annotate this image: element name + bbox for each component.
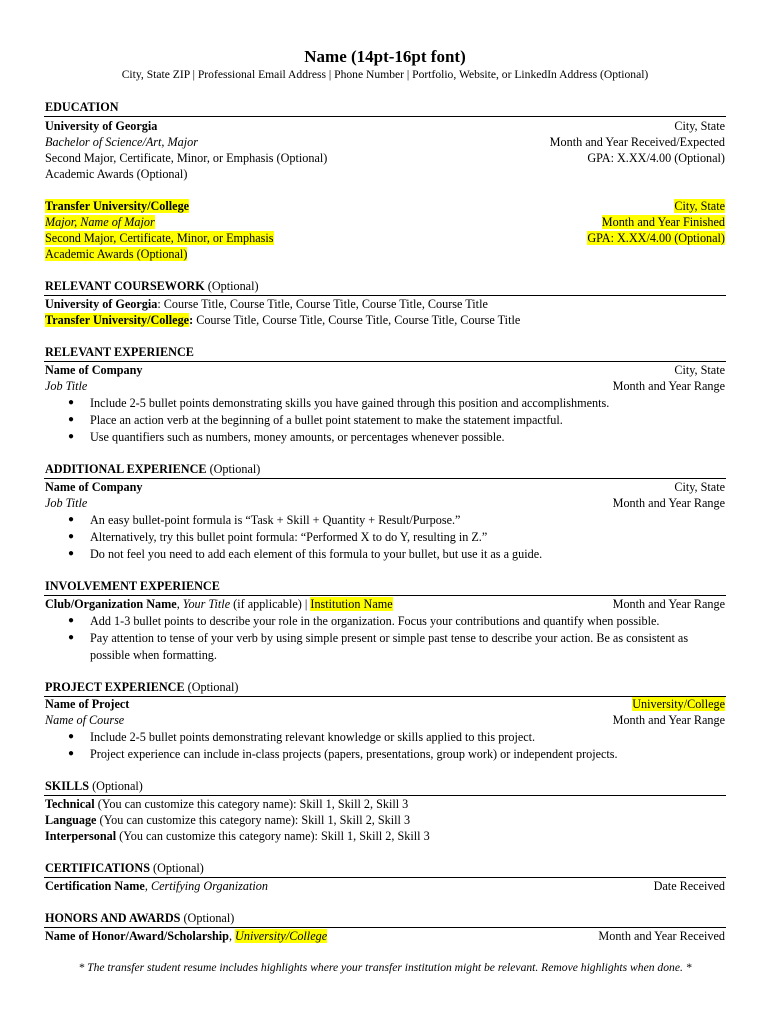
honor-date: Month and Year Received (598, 929, 725, 943)
contact-line: City, State ZIP | Professional Email Address | Phone Number | Portfolio, Website, or LinkedIn Address (Optional) (121, 68, 649, 81)
project-university: University/College (632, 697, 725, 711)
re-company: Name of Company (45, 363, 143, 377)
relevant-experience-heading: RELEVANT EXPERIENCE (45, 345, 194, 359)
skill-language: Language (You can customize this category name): Skill 1, Skill 2, Skill 3 (45, 813, 411, 827)
bullet-dot-icon: ● (68, 632, 75, 643)
re-location: City, State (674, 363, 725, 377)
transfer-coursework: Transfer University/College: Course Title, Course Title, Course Title, Course Title, Course Title (45, 313, 521, 327)
ae-date: Month and Year Range (612, 496, 725, 510)
bullet-dot-icon: ● (68, 414, 75, 425)
transfer-second-major: Second Major, Certificate, Minor, or Emphasis (45, 231, 274, 245)
footer-note: * The transfer student resume includes highlights where your transfer institution might be relevant. Remove highlights when done. * (78, 961, 692, 974)
project-rule (44, 696, 726, 697)
transfer-school: Transfer University/College (45, 199, 190, 213)
ae-company: Name of Company (45, 480, 143, 494)
re-bullet-1: Include 2-5 bullet points demonstrating skills you have gained through this position and accomplishments. (90, 396, 610, 410)
certification-date: Date Received (653, 879, 725, 893)
bullet-dot-icon: ● (68, 431, 75, 442)
re-bullet-2: Place an action verb at the beginning of a bullet point statement to make the statement impactful. (90, 413, 563, 427)
re-job-title: Job Title (45, 379, 88, 393)
transfer-location: City, State (674, 199, 725, 213)
transfer-awards: Academic Awards (Optional) (45, 247, 188, 261)
ae-bullet-3: Do not feel you need to add each element of this formula to your bullet, but use it as a guide. (90, 547, 543, 561)
bullet-dot-icon: ● (68, 548, 75, 559)
proj-bullet-2: Project experience can include in-class projects (papers, presentations, group work) or independent projects. (90, 747, 618, 761)
honors-heading: HONORS AND AWARDS (Optional) (45, 911, 235, 925)
additional-experience-rule (44, 478, 726, 479)
ae-job-title: Job Title (45, 496, 88, 510)
education-heading: EDUCATION (45, 100, 119, 114)
uga-coursework: University of Georgia: Course Title, Course Title, Course Title, Course Title, Course Title (45, 297, 488, 311)
bullet-dot-icon: ● (68, 514, 75, 525)
additional-experience-heading: ADDITIONAL EXPERIENCE (Optional) (45, 462, 261, 476)
involvement-date: Month and Year Range (612, 597, 725, 611)
uga-gpa: GPA: X.XX/4.00 (Optional) (587, 151, 725, 165)
uga-date: Month and Year Received/Expected (549, 135, 725, 149)
bullet-dot-icon: ● (68, 748, 75, 759)
bullet-dot-icon: ● (68, 615, 75, 626)
ae-bullet-1: An easy bullet-point formula is “Task + Skill + Quantity + Result/Purpose.” (90, 513, 461, 527)
project-name: Name of Project (45, 697, 130, 711)
relevant-experience-rule (44, 361, 726, 362)
bullet-dot-icon: ● (68, 531, 75, 542)
uga-degree: Bachelor of Science/Art, Major (45, 135, 198, 149)
resume-name: Name (14pt-16pt font) (304, 47, 466, 66)
skills-heading: SKILLS (Optional) (45, 779, 143, 793)
re-bullet-3: Use quantifiers such as numbers, money amounts, or percentages whenever possible. (90, 430, 505, 444)
transfer-date: Month and Year Finished (601, 215, 725, 229)
certification-line: Certification Name, Certifying Organization (45, 879, 268, 893)
skill-technical: Technical (You can customize this category name): Skill 1, Skill 2, Skill 3 (45, 797, 409, 811)
coursework-heading: RELEVANT COURSEWORK (Optional) (45, 279, 259, 293)
uga-school: University of Georgia (45, 119, 158, 133)
project-heading: PROJECT EXPERIENCE (Optional) (45, 680, 239, 694)
proj-bullet-1: Include 2-5 bullet points demonstrating relevant knowledge or skills applied to this project. (90, 730, 536, 744)
inv-bullet-2-cont: possible when formatting. (90, 648, 217, 662)
certifications-heading: CERTIFICATIONS (Optional) (45, 861, 204, 875)
project-course: Name of Course (45, 713, 125, 727)
involvement-line: Club/Organization Name, Your Title (if applicable) | Institution Name (45, 597, 393, 611)
bullet-dot-icon: ● (68, 731, 75, 742)
uga-second-major: Second Major, Certificate, Minor, or Emphasis (Optional) (45, 151, 328, 165)
bullet-dot-icon: ● (68, 397, 75, 408)
transfer-degree: Major, Name of Major (45, 215, 155, 229)
re-date: Month and Year Range (612, 379, 725, 393)
uga-location: City, State (674, 119, 725, 133)
ae-location: City, State (674, 480, 725, 494)
inv-bullet-2: Pay attention to tense of your verb by using simple present or simple past tense to describe your action. Be as consistent as (90, 631, 689, 645)
involvement-heading: INVOLVEMENT EXPERIENCE (45, 579, 220, 593)
education-rule (44, 116, 726, 117)
inv-bullet-1: Add 1-3 bullet points to describe your role in the organization. Focus your contributions and quantify when possible. (90, 614, 660, 628)
honor-line: Name of Honor/Award/Scholarship, University/College (45, 929, 328, 943)
skill-interpersonal: Interpersonal (You can customize this category name): Skill 1, Skill 2, Skill 3 (45, 829, 430, 843)
uga-awards: Academic Awards (Optional) (45, 167, 188, 181)
ae-bullet-2: Alternatively, try this bullet point formula: “Performed X to do Y, resulting in Z.” (90, 530, 488, 544)
project-date: Month and Year Range (612, 713, 725, 727)
transfer-gpa: GPA: X.XX/4.00 (Optional) (587, 231, 725, 245)
